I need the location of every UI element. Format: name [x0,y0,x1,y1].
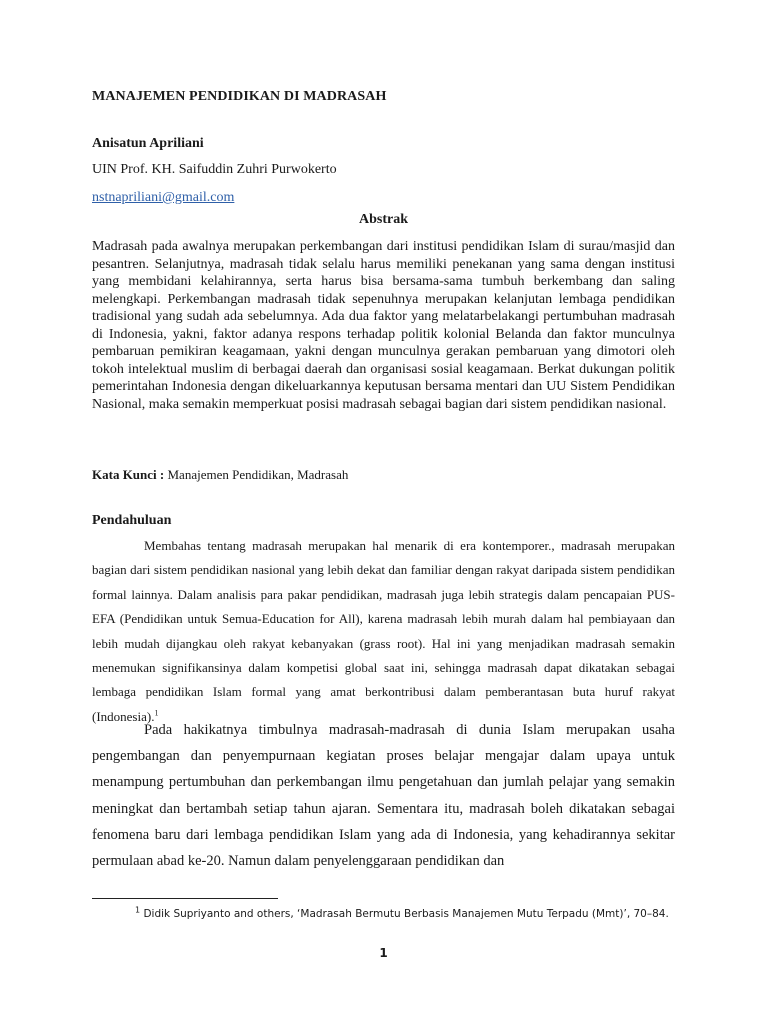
intro-paragraph-1 [92,534,675,729]
author-name: Anisatun Apriliani [92,136,204,151]
footnote-text: Didik Supriyanto and others, ‘Madrasah Bermutu Berbasis Manajemen Mutu Terpadu (Mmt)’, 70–84. [143,908,669,920]
keywords-value: Manajemen Pendidikan, Madrasah [167,467,349,482]
abstract-body: Madrasah pada awalnya merupakan perkembangan dari institusi pendidikan Islam di surau/masjid dan pesantren. Selanjutnya, madrasah tidak selalu harus memiliki penekanan yang sama dengan institusi yang membidani kelahirannya, serta harus bisa bersama-sama tumbuh berkembang dan saling melengkapi. Perkembangan madrasah tidak sepenuhnya merupakan kelanjutan lembaga pendidikan tradisional yang sudah ada sebelumnya. Ada dua faktor yang melatarbelakangi pertumbuhan madrasah di Indonesia, yakni, faktor adanya respons terhadap politik kolonial Belanda dan faktor munculnya pembaruan pemikiran keagamaan, yakni dengan munculnya gerakan pembaruan yang dimotori oleh tokoh intelektual muslim di berbagai daerah dan organisasi sosial keagamaan. Berkat dukungan politik pemerintahan Indonesia dengan dikeluarkannya keputusan bersama mentari dan UU Sistem Pendidikan Nasional, maka semakin memperkuat posisi madrasah sebagai bagian dari sistem pendidikan nasional. [92,239,675,412]
page-number: 1 [379,946,388,960]
section-heading: Pendahuluan [92,513,172,528]
author-email-link[interactable]: nstnapriliani@gmail.com [92,190,235,205]
email-line [92,188,675,206]
keywords-label: Kata Kunci : [92,467,165,482]
intro-paragraph-1-text: Membahas tentang madrasah merupakan hal menarik di era kontemporer., madrasah merupakan bagian dari sistem pendidikan nasional yang lebih dekat dan familiar dengan rakyat daripada sistem pendidikan formal lainnya. Dalam analisis para pakar pendidikan, madrasah juga lebih strategis dalam pencapaian PUS- EFA (Pendidikan untuk Semua-Education for All), karena madrasah lebih murah dalam hal pembiayaan dan lebih mudah dijangkau oleh rakyat kebanyakan (grass root). Hal ini yang menjadikan madrasah semakin menemukan signifikansinya dalam kompetisi global saat ini, sehingga madrasah dapat dikatakan sebagai lembaga pendidikan Islam formal yang amat berkontribusi dalam pemberantasan buta huruf rakyat (Indonesia). [92,538,675,724]
author-affiliation: UIN Prof. KH. Saifuddin Zuhri Purwokerto [92,162,337,177]
footnote-marker: 1 [135,905,141,915]
keywords [92,467,675,483]
intro-paragraph-2: Pada hakikatnya timbulnya madrasah-madrasah di dunia Islam merupakan usaha pengembangan dan penyempurnaan kegiatan proses belajar mengajar dalam upaya untuk menampung pertumbuhan dan perkembangan ilmu pengetahuan dan jumlah pelajar yang semakin meningkat dan bertambah setiap tahun ajaran. Sementara itu, madrasah boleh dikatakan sebagai fenomena baru dari lembaga pendidikan Islam yang ada di Indonesia, yang kehadirannya sekitar permulaan abad ke-20. Namun dalam penyelenggaraan pendidikan dan [92,722,675,870]
abstract-heading: Abstrak [358,212,408,227]
paper-title: MANAJEMEN PENDIDIKAN DI MADRASAH [92,89,387,104]
footnote [92,906,675,923]
footnote-separator [92,898,278,899]
footnote-reference[interactable]: 1 [154,708,159,718]
